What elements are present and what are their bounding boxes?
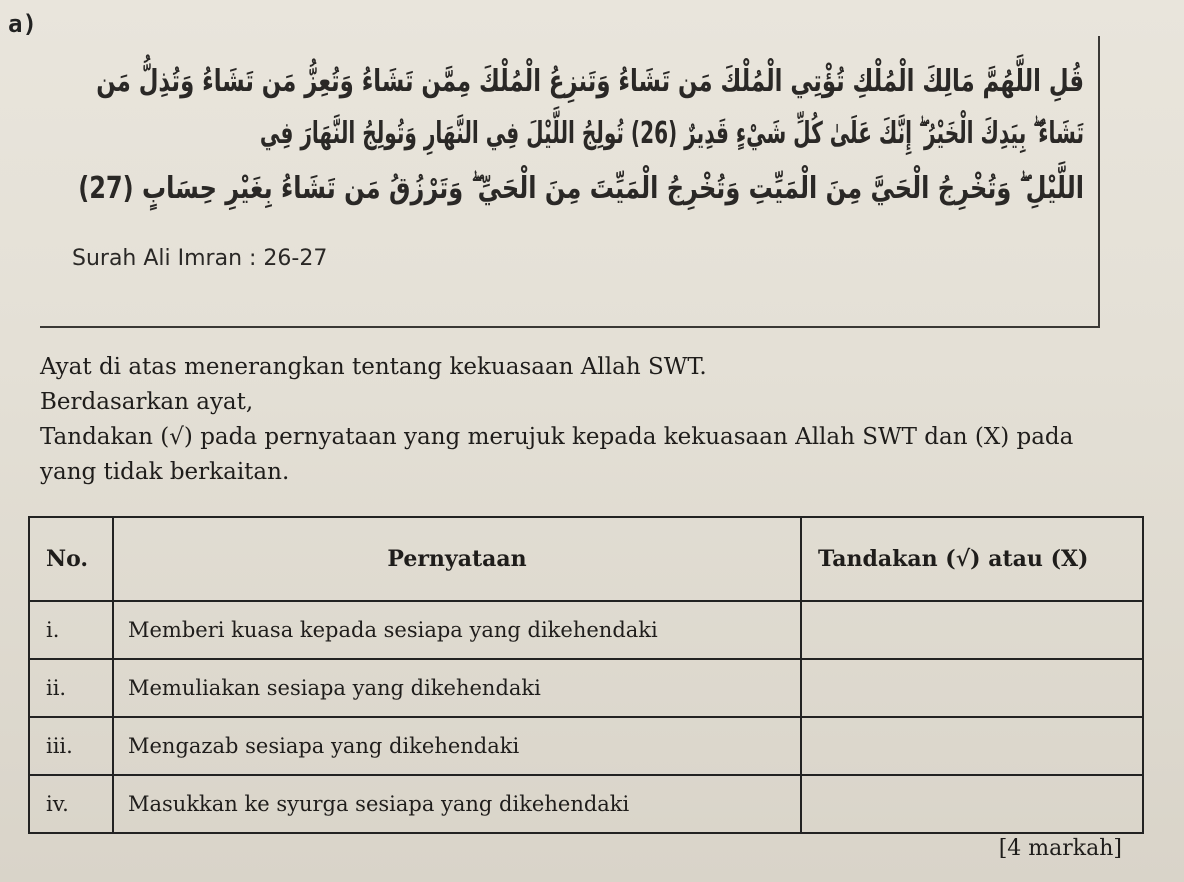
header-no: No.	[30, 518, 114, 600]
table-row	[30, 660, 1142, 718]
row-number: iv.	[30, 776, 114, 832]
table-row	[30, 602, 1142, 660]
table-row	[30, 718, 1142, 776]
table-header-row	[30, 518, 1142, 602]
question-label: a)	[8, 10, 37, 38]
row-mark-cell[interactable]	[802, 718, 1142, 774]
row-number: iii.	[30, 718, 114, 774]
answer-table	[28, 516, 1144, 834]
instruction-line-3: Tandakan (√) pada pernyataan yang merujuk kepada kekuasaan Allah SWT dan (X) pada	[40, 424, 1074, 450]
row-number: ii.	[30, 660, 114, 716]
row-statement: Masukkan ke syurga sesiapa yang dikehendaki	[114, 776, 802, 832]
instruction-line-2: Berdasarkan ayat,	[40, 389, 254, 415]
row-mark-cell[interactable]	[802, 602, 1142, 658]
verse-box	[40, 36, 1100, 328]
instruction-line-1: Ayat di atas menerangkan tentang kekuasaan Allah SWT.	[40, 354, 707, 380]
verse-line-3: اللَّيْلِ ۖ وَتُخْرِجُ الْحَيَّ مِنَ الْمَيِّتِ وَتُخْرِجُ الْمَيِّتَ مِنَ الْحَيِّ ۖ وَتَرْزُقُ مَن تَشَاءُ بِغَيْرِ حِسَابٍ (27)	[78, 171, 1084, 206]
header-statement: Pernyataan	[114, 518, 802, 600]
row-number: i.	[30, 602, 114, 658]
instruction-line-4: yang tidak berkaitan.	[40, 459, 290, 485]
table-row	[30, 776, 1142, 832]
row-statement: Mengazab sesiapa yang dikehendaki	[114, 718, 802, 774]
surah-reference: Surah Ali Imran : 26-27	[72, 246, 328, 271]
row-mark-cell[interactable]	[802, 660, 1142, 716]
marks-allocation: [4 markah]	[998, 836, 1122, 861]
verse-line-2: تَشَاءُ ۖ بِيَدِكَ الْخَيْرُ ۖ إِنَّكَ عَلَىٰ كُلِّ شَيْءٍ قَدِيرٌ (26) تُولِجُ اللَّيْلَ فِي النَّهَارِ وَتُولِجُ النَّهَارَ فِي	[259, 116, 1084, 151]
row-statement: Memberi kuasa kepada sesiapa yang dikehendaki	[114, 602, 802, 658]
row-mark-cell[interactable]	[802, 776, 1142, 832]
verse-line-1: قُلِ اللَّهُمَّ مَالِكَ الْمُلْكِ تُؤْتِي الْمُلْكَ مَن تَشَاءُ وَتَنزِعُ الْمُلْكَ مِمَّن تَشَاءُ وَتُعِزُّ مَن تَشَاءُ وَتُذِلُّ مَن	[96, 64, 1084, 99]
header-mark: Tandakan (√) atau (X)	[818, 546, 1089, 572]
row-statement: Memuliakan sesiapa yang dikehendaki	[114, 660, 802, 716]
